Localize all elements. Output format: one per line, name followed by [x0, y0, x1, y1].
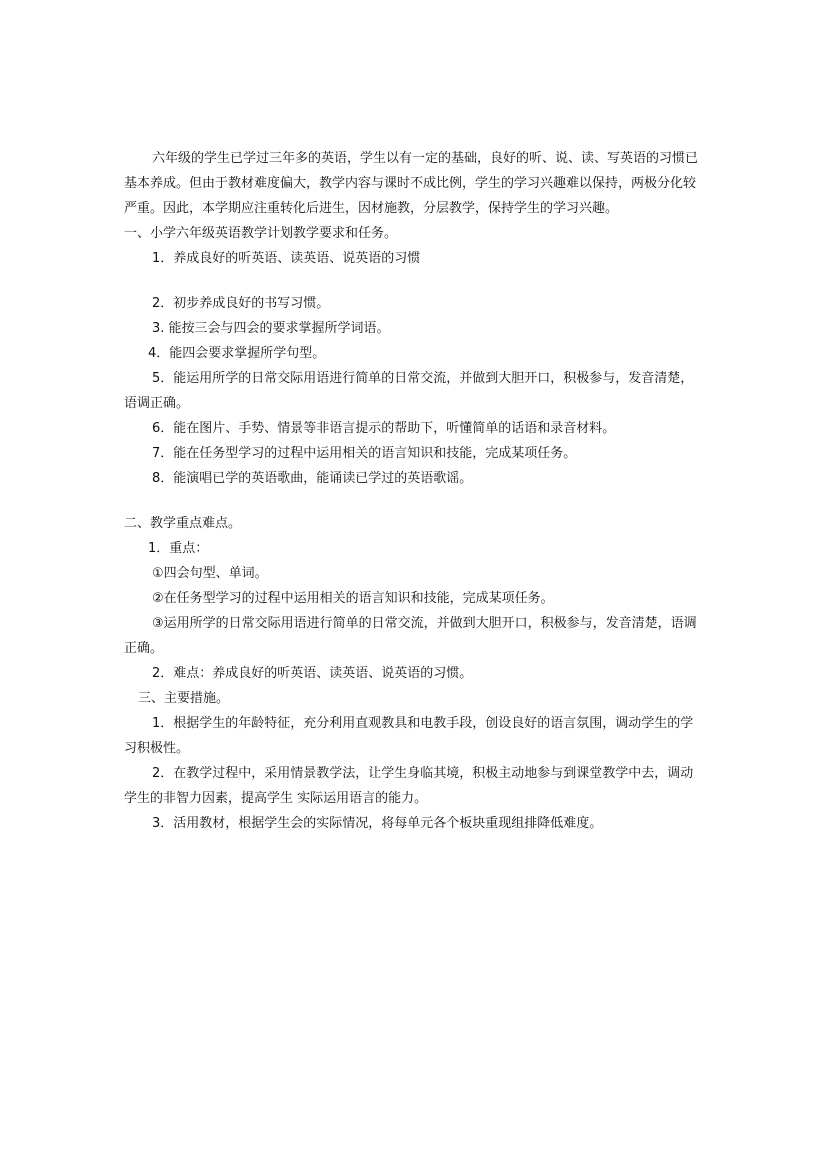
section2-heading: 二、教学重点难点。	[124, 516, 242, 531]
section1-item-1: 1．养成良好的听英语、读英语、说英语的习惯	[152, 251, 421, 266]
section1-item-2: 2．初步养成良好的书写习惯。	[152, 296, 330, 311]
section1-item-8: 8．能演唱已学的英语歌曲，能诵读已学过的英语歌谣。	[152, 471, 473, 486]
section3-item-1: 1．根据学生的年龄特征，充分利用直观教具和电教手段，创设良好的语言氛围，调动学生的学习积极性。	[124, 716, 694, 756]
section1-item-4: 4．能四会要求掌握所学句型。	[148, 346, 326, 361]
intro-paragraph: 六年级的学生已学过三年多的英语，学生以有一定的基础，良好的听、说、读、写英语的习惯已基本养成。但由于教材难度偏大，教学内容与课时不成比例，学生的学习兴趣难以保持，两极分化较严重。因此，本学期应注重转化后进生，因材施教，分层教学，保持学生的学习兴趣。	[124, 151, 699, 216]
section1-item-3: 3. 能按三会与四会的要求掌握所学词语。	[152, 321, 390, 336]
section2-key-point-2: ②在任务型学习的过程中运用相关的语言知识和技能，完成某项任务。	[152, 591, 554, 606]
section3-heading: 三、主要措施。	[138, 691, 230, 706]
blank-line	[124, 491, 704, 511]
blank-line	[124, 271, 704, 291]
section1-heading: 一、小学六年级英语教学计划教学要求和任务。	[124, 226, 398, 241]
section2-difficulty: 2．难点：养成良好的听英语、读英语、说英语的习惯。	[152, 666, 473, 681]
section2-key-point-1: ①四会句型、单词。	[152, 566, 268, 581]
section2-key-label: 1．重点：	[148, 541, 209, 556]
section3-item-3: 3．活用教材，根据学生会的实际情况，将每单元各个板块重现组排降低难度。	[152, 816, 603, 831]
section3-item-2: 2．在教学过程中，采用情景教学法，让学生身临其境，积极主动地参与到课堂教学中去，调动学生的非智力因素，提高学生 实际运用语言的能力。	[124, 766, 694, 806]
section2-key-point-3: ③运用所学的日常交际用语进行简单的日常交流，并做到大胆开口，积极参与，发音清楚，语调正确。	[124, 616, 697, 656]
document-body	[124, 146, 704, 836]
section1-item-5: 5．能运用所学的日常交际用语进行简单的日常交流，并做到大胆开口，积极参与，发音清楚，语调正确。	[124, 371, 694, 411]
section1-item-7: 7．能在任务型学习的过程中运用相关的语言知识和技能，完成某项任务。	[152, 446, 577, 461]
section1-item-6: 6．能在图片、手势、情景等非语言提示的帮助下，听懂简单的话语和录音材料。	[152, 421, 616, 436]
